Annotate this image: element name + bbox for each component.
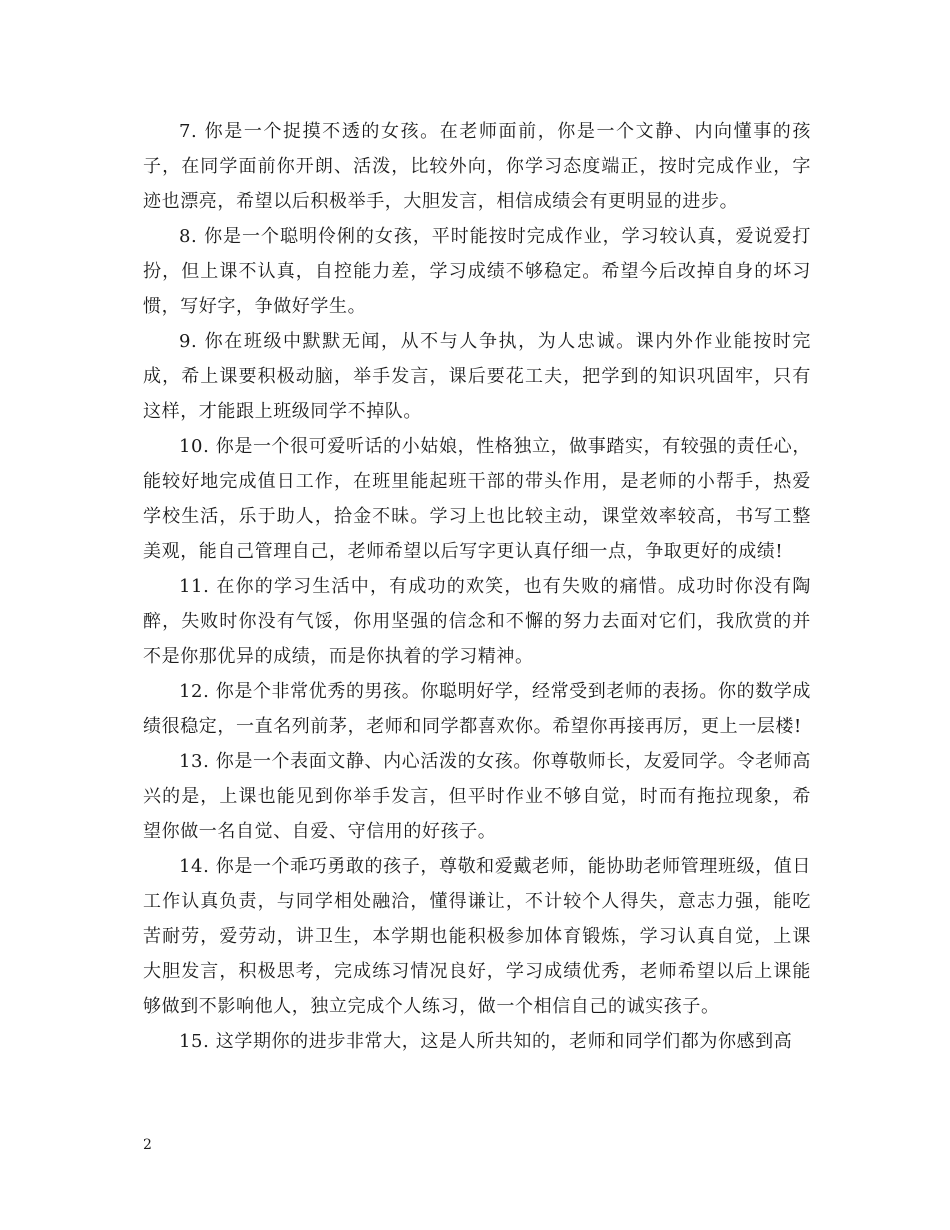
comment-paragraph-10: 10. 你是一个很可爱听话的小姑娘，性格独立，做事踏实，有较强的责任心，能较好地完成值日工作，在班里能起班干部的带头作用，是老师的小帮手，热爱学校生活，乐于助人，拾金不昧。学习上也比较主动，课堂效率较高，书写工整美观，能自己管理自己，老师希望以后写字更认真仔细一点，争取更好的成绩! <box>143 436 811 562</box>
document-body <box>143 114 811 1059</box>
comment-paragraph-15: 15. 这学期你的进步非常大，这是人所共知的，老师和同学们都为你感到高 <box>179 1031 793 1052</box>
comment-paragraph-14: 14. 你是一个乖巧勇敢的孩子，尊敬和爱戴老师，能协助老师管理班级，值日工作认真负责，与同学相处融洽，懂得谦让，不计较个人得失，意志力强，能吃苦耐劳，爱劳动，讲卫生，本学期也能积极参加体育锻炼，学习认真自觉，上课大胆发言，积极思考，完成练习情况良好，学习成绩优秀，老师希望以后上课能够做到不影响他人，独立完成个人练习，做一个相信自己的诚实孩子。 <box>143 856 811 1017</box>
comment-paragraph-7: 7. 你是一个捉摸不透的女孩。在老师面前，你是一个文静、内向懂事的孩子，在同学面前你开朗、活泼，比较外向，你学习态度端正，按时完成作业，字迹也漂亮，希望以后积极举手，大胆发言，相信成绩会有更明显的进步。 <box>143 121 811 212</box>
comment-paragraph-11: 11. 在你的学习生活中，有成功的欢笑，也有失败的痛惜。成功时你没有陶醉，失败时你没有气馁，你用坚强的信念和不懈的努力去面对它们，我欣赏的并不是你那优异的成绩，而是你执着的学习精神。 <box>143 576 811 667</box>
comment-paragraph-9: 9. 你在班级中默默无闻，从不与人争执，为人忠诚。课内外作业能按时完成，希上课要积极动脑，举手发言，课后要花工夫，把学到的知识巩固牢，只有这样，才能跟上班级同学不掉队。 <box>143 331 811 422</box>
comment-paragraph-12: 12. 你是个非常优秀的男孩。你聪明好学，经常受到老师的表扬。你的数学成绩很稳定，一直名列前茅，老师和同学都喜欢你。希望你再接再厉，更上一层楼! <box>143 681 811 737</box>
comment-paragraph-13: 13. 你是一个表面文静、内心活泼的女孩。你尊敬师长，友爱同学。令老师高兴的是，上课也能见到你举手发言，但平时作业不够自觉，时而有拖拉现象，希望你做一名自觉、自爱、守信用的好孩子。 <box>143 751 811 842</box>
page-number: 2 <box>143 1137 152 1153</box>
comment-paragraph-8: 8. 你是一个聪明伶俐的女孩，平时能按时完成作业，学习较认真，爱说爱打扮，但上课不认真，自控能力差，学习成绩不够稳定。希望今后改掉自身的坏习惯，写好字，争做好学生。 <box>143 226 811 317</box>
